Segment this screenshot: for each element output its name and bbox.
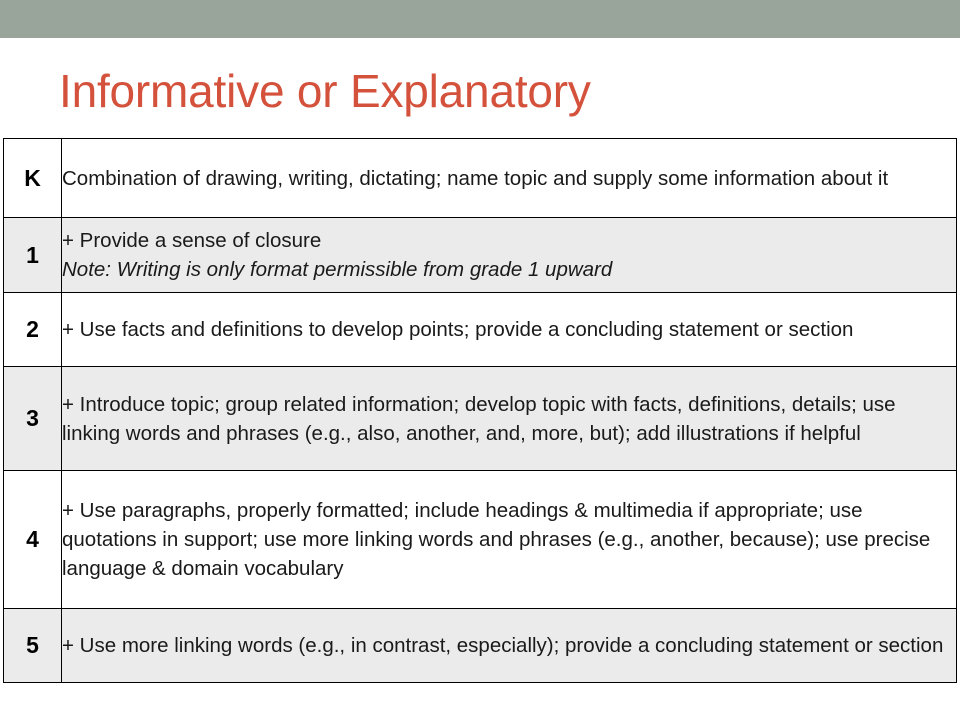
description-text: + Use facts and definitions to develop points; provide a concluding statement or section xyxy=(62,318,854,341)
table-row xyxy=(4,218,957,293)
description-note: Note: Writing is only format permissible from grade 1 upward xyxy=(62,258,613,281)
description-cell xyxy=(62,139,957,218)
description-text: + Use paragraphs, properly formatted; include headings & multimedia if appropriate; use quotations in support; use more linking words and phrases (e.g., another, because); use precise language & domain vocabulary xyxy=(62,499,931,580)
table-row xyxy=(4,367,957,471)
grade-cell: K xyxy=(4,139,62,218)
grade-cell: 4 xyxy=(4,471,62,609)
grade-standards-table xyxy=(3,138,957,683)
top-accent-bar xyxy=(0,0,960,38)
table-row xyxy=(4,471,957,609)
grade-cell: 3 xyxy=(4,367,62,471)
table-row xyxy=(4,293,957,367)
description-cell xyxy=(62,218,957,293)
description-text: + Provide a sense of closure xyxy=(62,229,322,252)
table-row xyxy=(4,609,957,683)
description-cell xyxy=(62,471,957,609)
description-text: + Introduce topic; group related information; develop topic with facts, definitions, details; use linking words and phrases (e.g., also, another, and, more, but); add illustrations if helpful xyxy=(62,392,896,445)
slide-title: Informative or Explanatory xyxy=(59,65,591,117)
grade-cell: 1 xyxy=(4,218,62,293)
description-cell xyxy=(62,293,957,367)
grade-cell: 5 xyxy=(4,609,62,683)
description-text: Combination of drawing, writing, dictating; name topic and supply some information about it xyxy=(62,166,889,190)
description-text: + Use more linking words (e.g., in contrast, especially); provide a concluding statement or section xyxy=(62,634,944,657)
description-cell xyxy=(62,367,957,471)
grade-cell: 2 xyxy=(4,293,62,367)
description-cell xyxy=(62,609,957,683)
table-row xyxy=(4,139,957,218)
